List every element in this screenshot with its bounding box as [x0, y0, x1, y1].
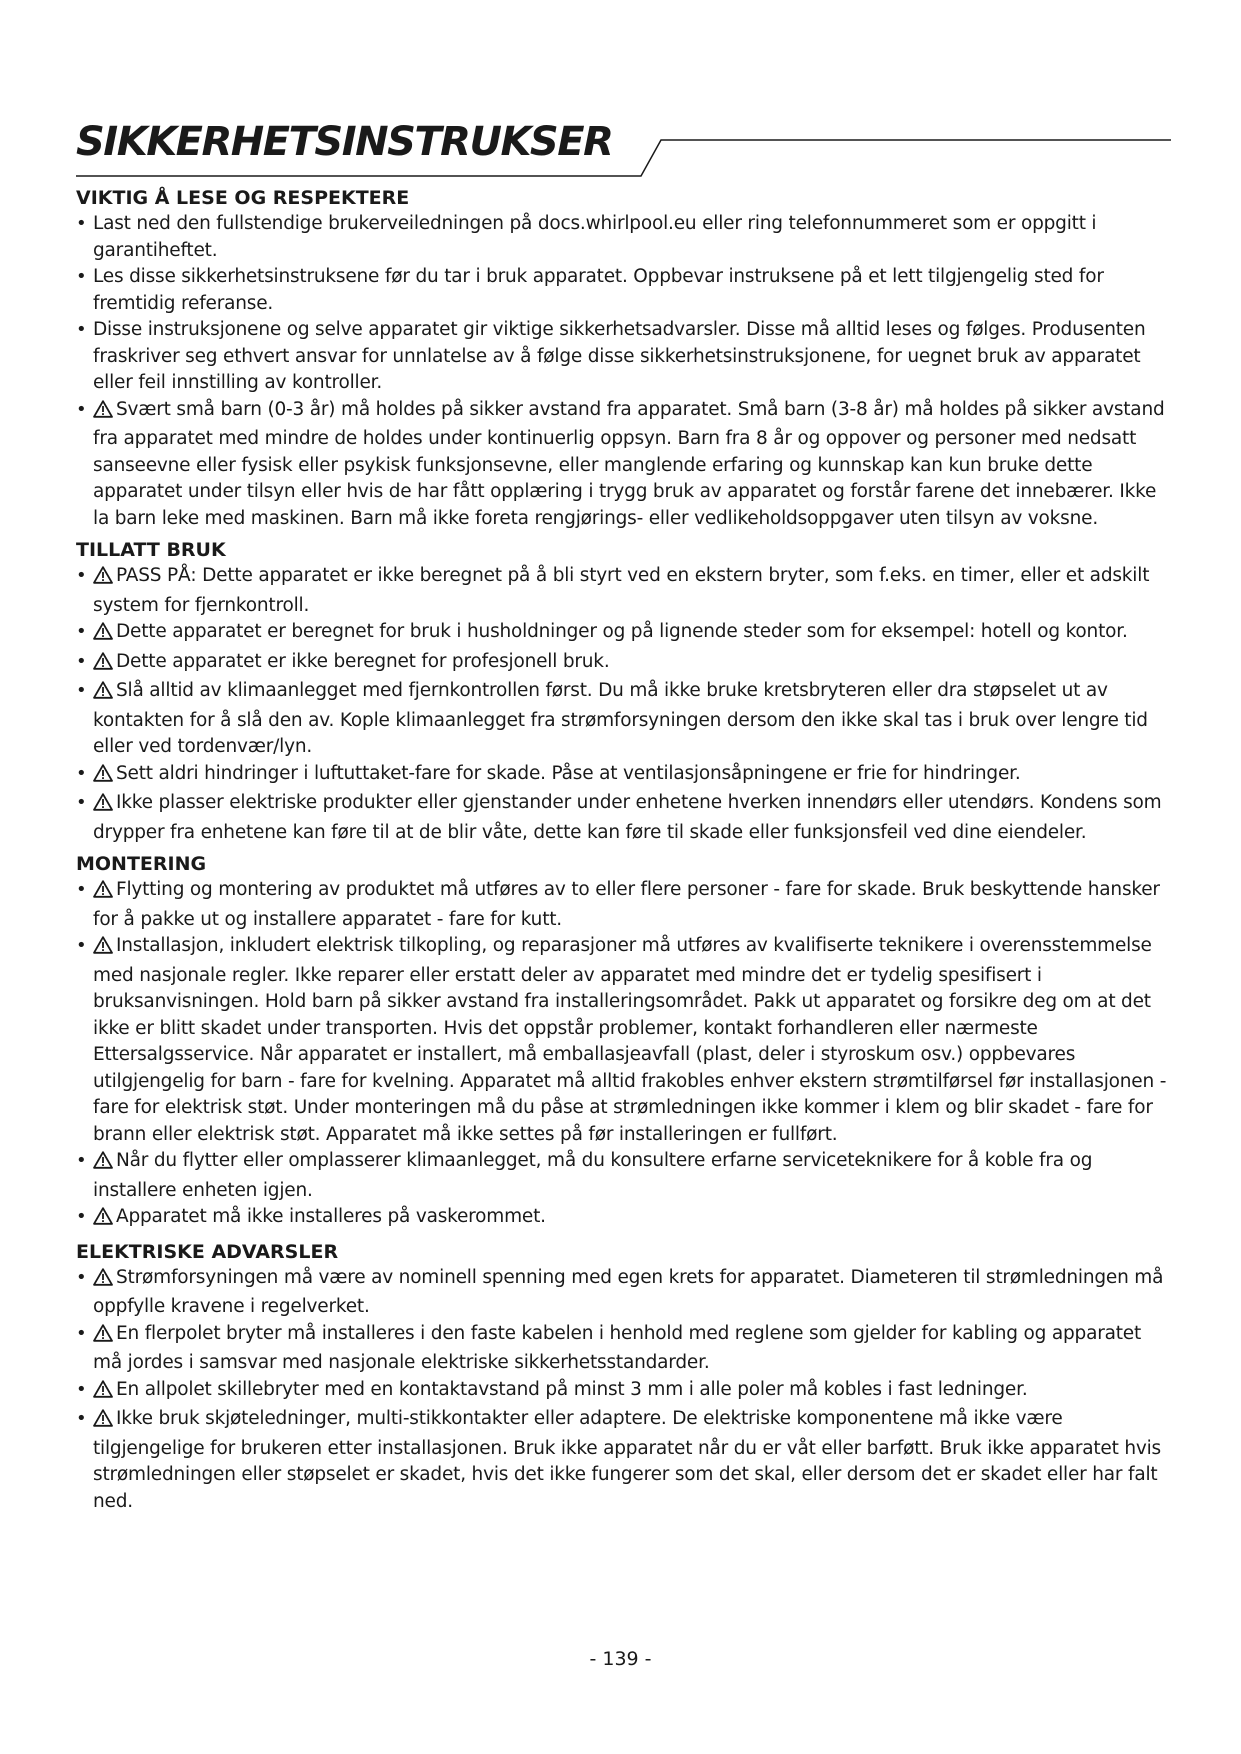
list-item [76, 877, 1171, 933]
bullet: • [76, 213, 87, 234]
list-item [76, 1321, 1171, 1377]
list-item [76, 790, 1171, 846]
bullet: • [76, 680, 87, 701]
bullet-list [76, 211, 1171, 532]
list-item [76, 933, 1171, 1148]
item-text: Les disse sikkerhetsinstruksene før du tar i bruk apparatet. Oppbevar instruksene på et lett tilgjengelig sted for fremtidig referanse. [93, 266, 1104, 314]
item-text: Dette apparatet er beregnet for bruk i husholdninger og på lignende steder som for eksempel: hotell og kontor. [116, 621, 1128, 642]
bullet: • [76, 792, 87, 813]
item-text: Ikke bruk skjøteledninger, multi-stikkontakter eller adaptere. De elektriske komponentene må ikke være tilgjengelige for brukeren etter installasjonen. Bruk ikke apparatet når du er våt eller barføtt. Bruk ikke apparatet hvis strømledningen eller støpselet er skadet, hvis det ikke fungerer som det skal, eller dersom det er skadet eller har falt ned. [93, 1408, 1161, 1512]
bullet: • [76, 398, 87, 420]
item-text: En allpolet skillebryter med en kontaktavstand på minst 3 mm i alle poler må kobles i fast ledninger. [116, 1378, 1028, 1400]
warning-triangle-icon [93, 764, 113, 791]
list-item [76, 1406, 1171, 1515]
list-item [76, 317, 1171, 397]
bullet: • [76, 762, 87, 784]
title-row [76, 118, 1171, 180]
list-item [76, 563, 1171, 619]
list-item [76, 264, 1171, 317]
item-text: Ikke plasser elektriske produkter eller gjenstander under enhetene hverken innendørs eller utendørs. Kondens som drypper fra enhetene kan føre til at de blir våte, dette kan føre til skade eller funksjonsfeil ved dine eiendeler. [93, 792, 1162, 843]
bullet: • [76, 879, 87, 900]
bullet: • [76, 1378, 87, 1400]
bullet: • [76, 1150, 87, 1171]
bullet: • [76, 565, 87, 586]
section [76, 852, 1171, 1234]
list-item [76, 619, 1171, 649]
warning-triangle-icon [93, 400, 113, 427]
warning-triangle-icon [93, 1409, 113, 1436]
warning-triangle-icon [93, 1324, 113, 1351]
section [76, 186, 1171, 532]
item-text: Flytting og montering av produktet må utføres av to eller flere personer - fare for skade. Bruk beskyttende hansker for å pakke ut og installere apparatet - fare for kutt. [93, 879, 1160, 930]
warning-triangle-icon [93, 1380, 113, 1407]
list-item [76, 1265, 1171, 1321]
list-item [76, 678, 1171, 761]
page-title: SIKKERHETSINSTRUKSER [76, 119, 613, 165]
warning-triangle-icon [93, 1151, 113, 1178]
bullet: • [76, 1266, 87, 1288]
section [76, 538, 1171, 846]
warning-triangle-icon [93, 566, 113, 593]
list-item [76, 211, 1171, 264]
item-text: Dette apparatet er ikke beregnet for profesjonell bruk. [116, 650, 610, 672]
item-text: Slå alltid av klimaanlegget med fjernkontrollen først. Du må ikke bruke kretsbryteren eller dra støpselet ut av kontakten for å slå den av. Kople klimaanlegget fra strømforsyningen dersom den ikke skal tas i bruk over lengre tid eller ved tordenvær/lyn. [93, 680, 1148, 757]
section-heading: MONTERING [76, 853, 207, 875]
item-text: PASS PÅ: Dette apparatet er ikke beregnet på å bli styrt ved en ekstern bryter, som f.eks. en timer, eller et adskilt system for fjernkontroll. [93, 565, 1150, 616]
list-item [76, 649, 1171, 679]
warning-triangle-icon [93, 1207, 113, 1234]
list-item [76, 1204, 1171, 1234]
warning-triangle-icon [93, 1268, 113, 1295]
warning-triangle-icon [93, 936, 113, 963]
list-item [76, 1148, 1171, 1204]
bullet-list [76, 877, 1171, 1234]
item-text: Installasjon, inkludert elektrisk tilkopling, og reparasjoner må utføres av kvalifiserte teknikere i overensstemmelse med nasjonale regler. Ikke reparer eller erstatt deler av apparatet med mindre det er tydelig spesifisert i bruksanvisningen. Hold barn på sikker avstand fra installeringsområdet. Pakk ut apparatet og forsikre deg om at det ikke er blitt skadet under transporten. Hvis det oppstår problemer, kontakt forhandleren eller nærmeste Ettersalgsservice. Når apparatet er installert, må emballasjeavfall (plast, deler i styroskum osv.) oppbevares utilgjengelig for barn - fare for kvelning. Apparatet må alltid frakobles enhver ekstern strømtilførsel før installasjonen - fare for elektrisk støt. Under monteringen må du påse at strømledningen ikke kommer i klem og blir skadet - fare for brann eller elektrisk støt. Apparatet må ikke settes på før installeringen er fullført. [93, 935, 1167, 1145]
bullet: • [76, 319, 87, 340]
warning-triangle-icon [93, 681, 113, 708]
item-text: Disse instruksjonene og selve apparatet gir viktige sikkerhetsadvarsler. Disse må alltid leses og følges. Produsenten fraskriver seg ethvert ansvar for unnlatelse av å følge disse sikkerhetsinstruksjonene, for uegnet bruk av apparatet eller feil innstilling av kontroller. [93, 319, 1146, 393]
item-text: Når du flytter eller omplasserer klimaanlegget, må du konsultere erfarne serviceteknikere for å koble fra og installere enheten igjen. [93, 1150, 1093, 1201]
warning-triangle-icon [93, 652, 113, 679]
item-text: En flerpolet bryter må installeres i den faste kabelen i henhold med reglene som gjelder for kabling og apparatet må jordes i samsvar med nasjonale elektriske sikkerhetsstandarder. [93, 1322, 1142, 1373]
section [76, 1240, 1171, 1516]
bullet-list [76, 1265, 1171, 1516]
page-number: - 139 - [589, 1648, 652, 1670]
list-item [76, 1377, 1171, 1407]
item-text: Svært små barn (0-3 år) må holdes på sikker avstand fra apparatet. Små barn (3-8 år) må holdes på sikker avstand fra apparatet med mindre de holdes under kontinuerlig oppsyn. Barn fra 8 år og oppover og personer med nedsatt sanseevne eller fysisk eller psykisk funksjonsevne, eller manglende erfaring og kunnskap kan kun bruke dette apparatet under tilsyn eller hvis de har fått opplæring i trygg bruk av apparatet og forstår farene det innebærer. Ikke la barn leke med maskinen. Barn må ikke foreta rengjørings- eller vedlikeholdsoppgaver uten tilsyn av voksne. [93, 398, 1165, 529]
warning-triangle-icon [93, 622, 113, 649]
item-text: Strømforsyningen må være av nominell spenning med egen krets for apparatet. Diameteren til strømledningen må oppfylle kravene i regelverket. [93, 1266, 1164, 1317]
page [76, 118, 1171, 1515]
bullet: • [76, 1408, 87, 1429]
bullet: • [76, 266, 87, 287]
sections [76, 186, 1171, 1515]
item-text: Last ned den fullstendige brukerveiledningen på docs.whirlpool.eu eller ring telefonnummeret som er oppgitt i garantiheftet. [93, 213, 1097, 261]
list-item [76, 761, 1171, 791]
section-heading: TILLATT BRUK [76, 539, 226, 561]
section-heading: ELEKTRISKE ADVARSLER [76, 1240, 339, 1263]
bullet-list [76, 563, 1171, 846]
bullet: • [76, 1206, 87, 1227]
item-text: Apparatet må ikke installeres på vaskerommet. [116, 1206, 546, 1227]
section-heading: VIKTIG Å LESE OG RESPEKTERE [76, 187, 410, 209]
list-item [76, 397, 1171, 533]
item-text: Sett aldri hindringer i luftuttaket-fare for skade. Påse at ventilasjonsåpningene er frie for hindringer. [116, 762, 1021, 784]
bullet: • [76, 1322, 87, 1344]
warning-triangle-icon [93, 880, 113, 907]
bullet: • [76, 935, 87, 956]
warning-triangle-icon [93, 793, 113, 820]
bullet: • [76, 621, 87, 642]
bullet: • [76, 650, 87, 672]
